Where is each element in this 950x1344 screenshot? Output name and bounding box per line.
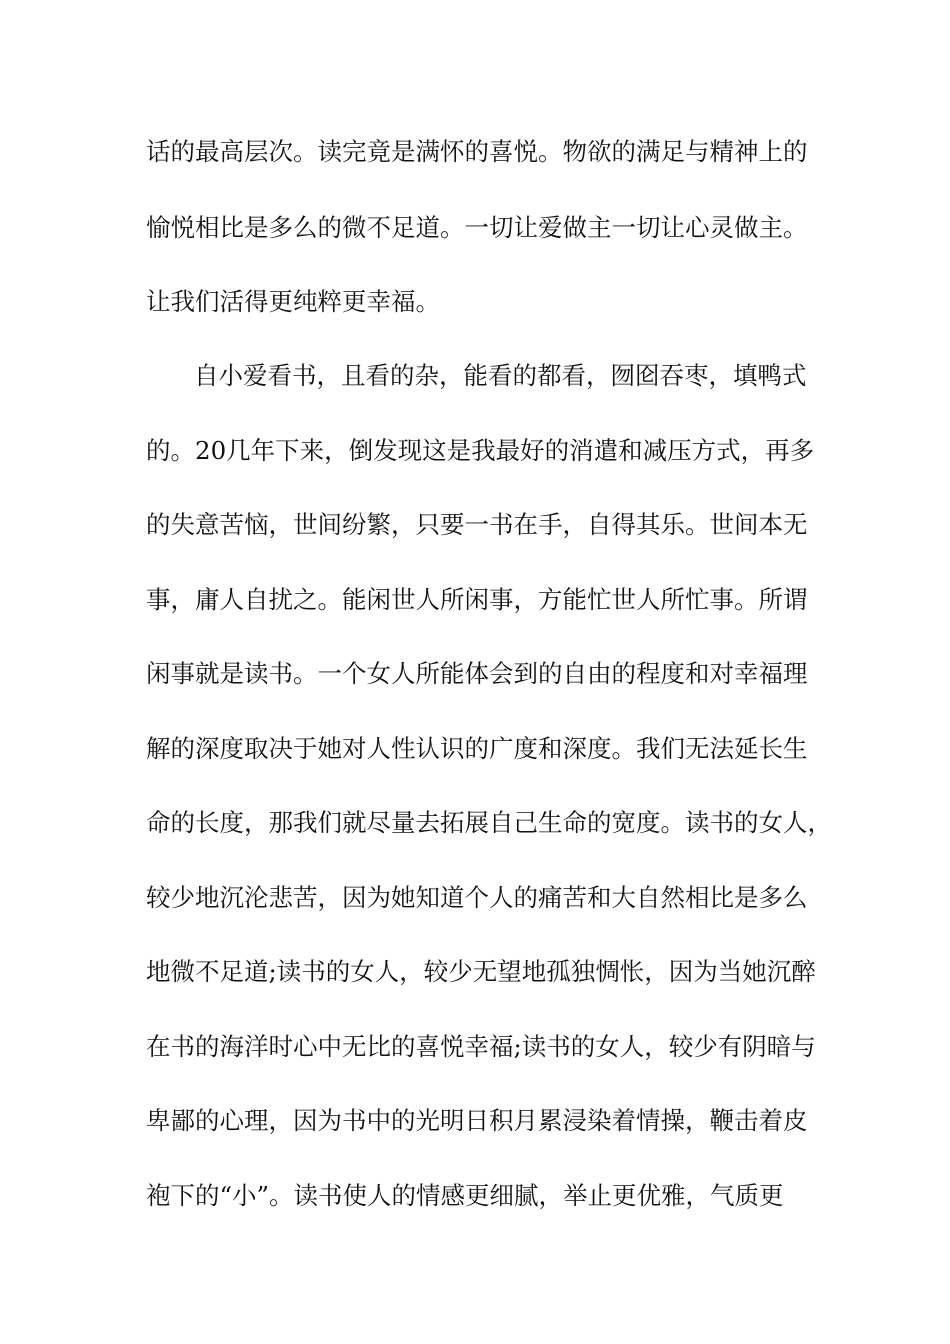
text-line-6: 的失意苦恼，世间纷繁，只要一书在手，自得其乐。世间本无 [146,510,808,539]
text-line-4: 自小爱看书，且看的杂，能看的都看，囫囵吞枣，填鸭式 [194,361,807,390]
text-line-10: 命的长度，那我们就尽量去拓展自己生命的宽度。读书的女人， [146,808,832,837]
text-line-13: 在书的海洋时心中无比的喜悦幸福;读书的女人，较少有阴暗与 [146,1032,816,1061]
text-line-7: 事，庸人自扰之。能闲世人所闲事，方能忙世人所忙事。所谓 [146,585,808,614]
text-line-14: 卑鄙的心理，因为书中的光明日积月累浸染着情操，鞭击着皮 [146,1106,808,1135]
text-line-8: 闲事就是读书。一个女人所能体会到的自由的程度和对幸福理 [146,659,808,688]
text-line-11: 较少地沉沦悲苦，因为她知道个人的痛苦和大自然相比是多么 [146,883,808,912]
text-line-5: 的。20几年下来，倒发现这是我最好的消遣和减压方式，再多 [146,436,815,465]
text-line-15: 袍下的“小”。读书使人的情感更细腻，举止更优雅，气质更 [146,1181,784,1210]
text-line-2: 愉悦相比是多么的微不足道。一切让爱做主一切让心灵做主。 [146,213,808,242]
text-line-12: 地微不足道;读书的女人，较少无望地孤独惆怅，因为当她沉醉 [146,957,816,986]
text-line-3: 让我们活得更纯粹更幸福。 [146,287,440,316]
text-line-9: 解的深度取决于她对人性认识的广度和深度。我们无法延长生 [146,734,808,763]
text-line-1: 话的最高层次。读完竟是满怀的喜悦。物欲的满足与精神上的 [146,137,808,166]
